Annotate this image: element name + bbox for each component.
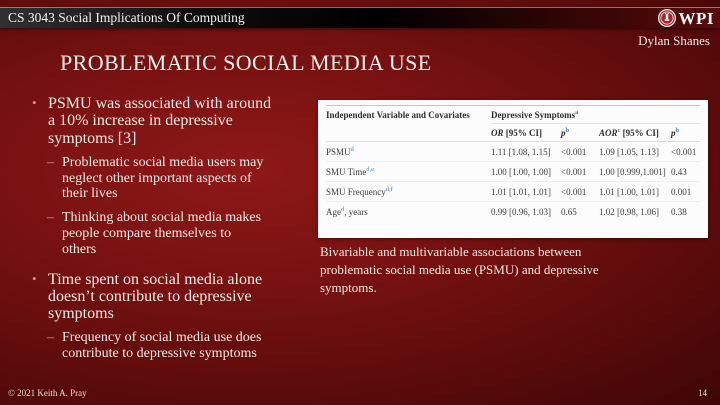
bullet-marker-icon: • <box>32 270 37 286</box>
aor-value: 1.02 [0.98, 1.06] <box>599 202 671 222</box>
aor-value: 1.00 [0.999,1.001] <box>599 162 671 182</box>
aor-value: 1.09 [1.05, 1.13] <box>599 146 659 157</box>
bullet-text: Thinking about social media makes people compare themselves to others <box>62 210 262 257</box>
dash-marker-icon: – <box>47 330 54 346</box>
dash-marker-icon: – <box>47 154 54 170</box>
bullet-text: Frequency of social media use does contribute to depressive symptoms <box>62 330 262 362</box>
subheader-or: OR [95% CI] <box>491 124 561 142</box>
sub-bullet-item <box>30 330 310 362</box>
footnote-sup: d,e <box>366 165 375 173</box>
copyright-text: © 2021 Keith A. Pray <box>8 388 87 398</box>
page-number: 14 <box>698 388 707 398</box>
bullet-item <box>30 271 310 323</box>
p-value: 0.65 <box>561 202 599 222</box>
p-value: 0.38 <box>671 202 700 222</box>
table-row <box>326 182 700 202</box>
table-group-header-row <box>326 106 700 124</box>
results-table <box>326 105 700 221</box>
wpi-logo-text: WPI <box>678 8 714 28</box>
sub-bullet-item <box>30 155 310 202</box>
dash-marker-icon: – <box>47 210 54 226</box>
table-row <box>326 202 700 222</box>
course-title: CS 3043 Social Implications Of Computing <box>8 10 245 25</box>
or-value: 0.99 [0.96, 1.03] <box>491 202 561 222</box>
results-table-panel <box>318 100 708 238</box>
p-value: 0.43 <box>671 162 700 182</box>
p-value: <0.001 <box>671 146 697 157</box>
aor-value: 1.01 [1.00, 1.01] <box>599 182 671 202</box>
footnote-sup: b <box>675 127 680 134</box>
row-label: PSMU$^d$ <box>326 145 354 157</box>
wpi-seal-icon <box>658 9 676 27</box>
subheader-p2: $p^b$ <box>671 124 700 142</box>
bullet-list <box>30 95 310 370</box>
table-caption: Bivariable and multivariable associations between problematic social media use (PSMU) and depressive symptoms. <box>320 244 599 295</box>
wpi-logo <box>658 9 720 27</box>
p-value: <0.001 <box>561 182 599 202</box>
table-group-header <box>491 106 700 124</box>
row-label: SMU Time$^{d,e}$ <box>326 162 491 182</box>
group-header-text: Depressive Symptoms <box>491 110 576 120</box>
p-value: 0.001 <box>671 182 700 202</box>
header-bar <box>0 7 720 28</box>
footnote-sup: a <box>575 109 579 116</box>
sub-bullet-item <box>30 210 310 257</box>
footnote-sup: b <box>565 127 570 134</box>
bullet-text: Time spent on social media alone doesn’t contribute to depressive symptoms <box>48 270 263 323</box>
footnote-sup: c <box>617 127 621 134</box>
bullet-marker-icon: • <box>32 95 37 110</box>
row-label: Age$^d$, years <box>326 202 491 222</box>
slide-title: PROBLEMATIC SOCIAL MEDIA USE <box>60 50 432 75</box>
footnote-sup: d,f <box>385 185 393 193</box>
table-col1-header: Independent Variable and Covariates <box>326 106 491 142</box>
author-name: Dylan Shanes <box>638 33 710 48</box>
subheader-p1: $p^b$ <box>561 124 599 142</box>
row-label: SMU Frequency$^{d,f}$ <box>326 182 491 202</box>
footnote-sup: d <box>350 145 354 153</box>
p-value: <0.001 <box>561 146 587 157</box>
bullet-text: PSMU was associated with around a 10% increase in depressive symptoms [3] <box>48 95 272 147</box>
or-value: 1.11 [1.08, 1.15] <box>491 146 551 157</box>
bullet-item <box>30 95 310 147</box>
table-row <box>326 142 700 162</box>
bullet-text: Problematic social media users may neglect other important aspects of their lives <box>62 154 264 202</box>
or-value: 1.01 [1.01, 1.01] <box>491 182 561 202</box>
or-value: 1.00 [1.00, 1.00] <box>491 162 561 182</box>
table-row <box>326 162 700 182</box>
p-value: <0.001 <box>561 162 599 182</box>
subheader-aor: AOR$^c$ [95% CI] <box>599 124 671 142</box>
footnote-sup: d <box>341 205 345 213</box>
